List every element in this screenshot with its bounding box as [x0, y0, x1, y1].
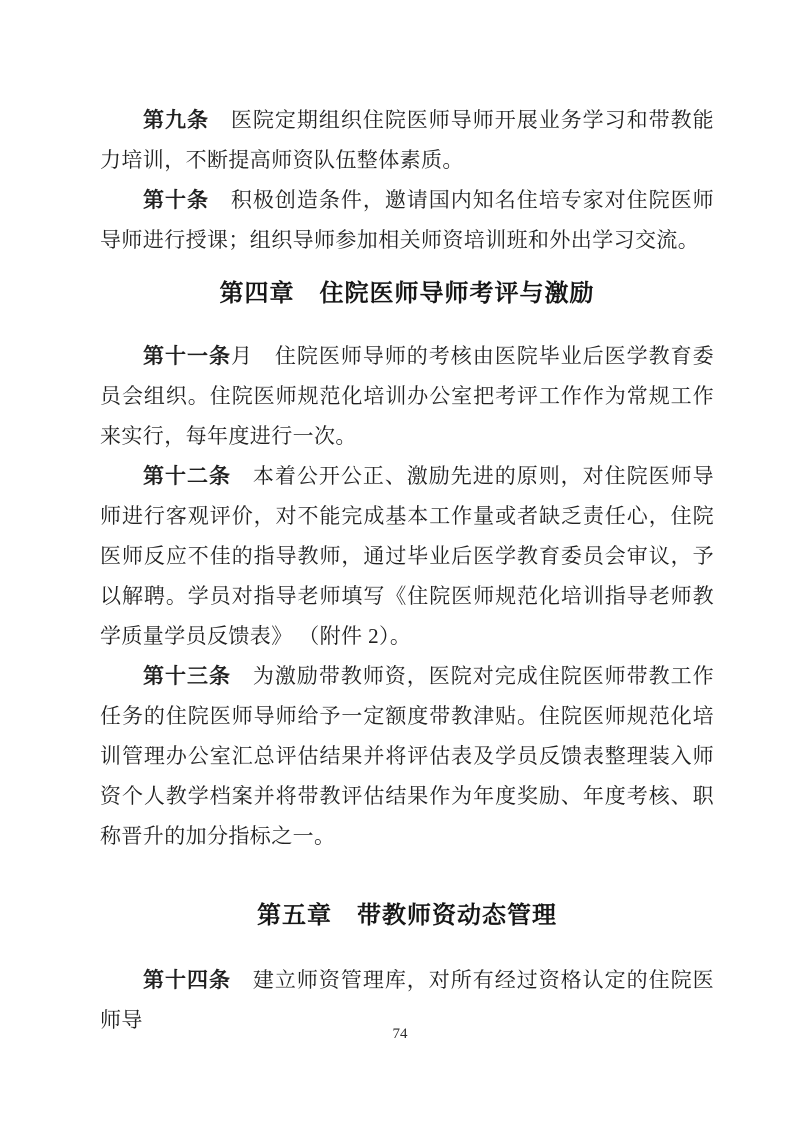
article-10-text: 积极创造条件，邀请国内知名住培专家对住院医师导师进行授课；组织导师参加相关师资培训班和外出学习交流。: [100, 188, 714, 252]
article-9-paragraph: [100, 100, 714, 180]
article-10-paragraph: [100, 180, 714, 260]
article-9-text: 医院定期组织住院医师导师开展业务学习和带教能力培训，不断提高师资队伍整体素质。: [100, 108, 714, 172]
page-footer: [0, 1024, 800, 1044]
article-11-paragraph: [100, 336, 714, 456]
page-number: 74: [392, 1026, 408, 1042]
article-9-number: 第九条: [143, 108, 209, 132]
article-12-number: 第十二条: [143, 464, 231, 488]
chapter-4-heading: 第四章 住院医师导师考评与激励: [219, 280, 595, 307]
article-11-text: 月 住院医师导师的考核由医院毕业后医学教育委员会组织。住院医师规范化培训办公室把考评工作作为常规工作来实行，每年度进行一次。: [100, 344, 714, 448]
article-12-text: 本着公开公正、激励先进的原则，对住院医师导师进行客观评价，对不能完成基本工作量或者缺乏责任心，住院医师反应不佳的指导教师，通过毕业后医学教育委员会审议，予以解聘。学员对指导老师填写《住院医师规范化培训指导老师教学质量学员反馈表》 （附件 2）。: [100, 464, 714, 648]
article-13-number: 第十三条: [143, 664, 231, 688]
article-13-text: 为激励带教师资，医院对完成住院医师带教工作任务的住院医师导师给予一定额度带教津贴。住院医师规范化培训管理办公室汇总评估结果并将评估表及学员反馈表整理装入师资个人教学档案并将带教评估结果作为年度奖励、年度考核、职称晋升的加分指标之一。: [100, 664, 714, 848]
chapter-5-heading: 第五章 带教师资动态管理: [257, 902, 557, 929]
article-13-paragraph: [100, 656, 714, 856]
article-11-number: 第十一条: [143, 344, 231, 368]
article-12-paragraph: [100, 456, 714, 656]
article-10-number: 第十条: [143, 188, 209, 212]
article-14-text: 建立师资管理库，对所有经过资格认定的住院医师导: [100, 968, 714, 1032]
document-body: [100, 100, 714, 1040]
article-14-number: 第十四条: [143, 968, 231, 992]
